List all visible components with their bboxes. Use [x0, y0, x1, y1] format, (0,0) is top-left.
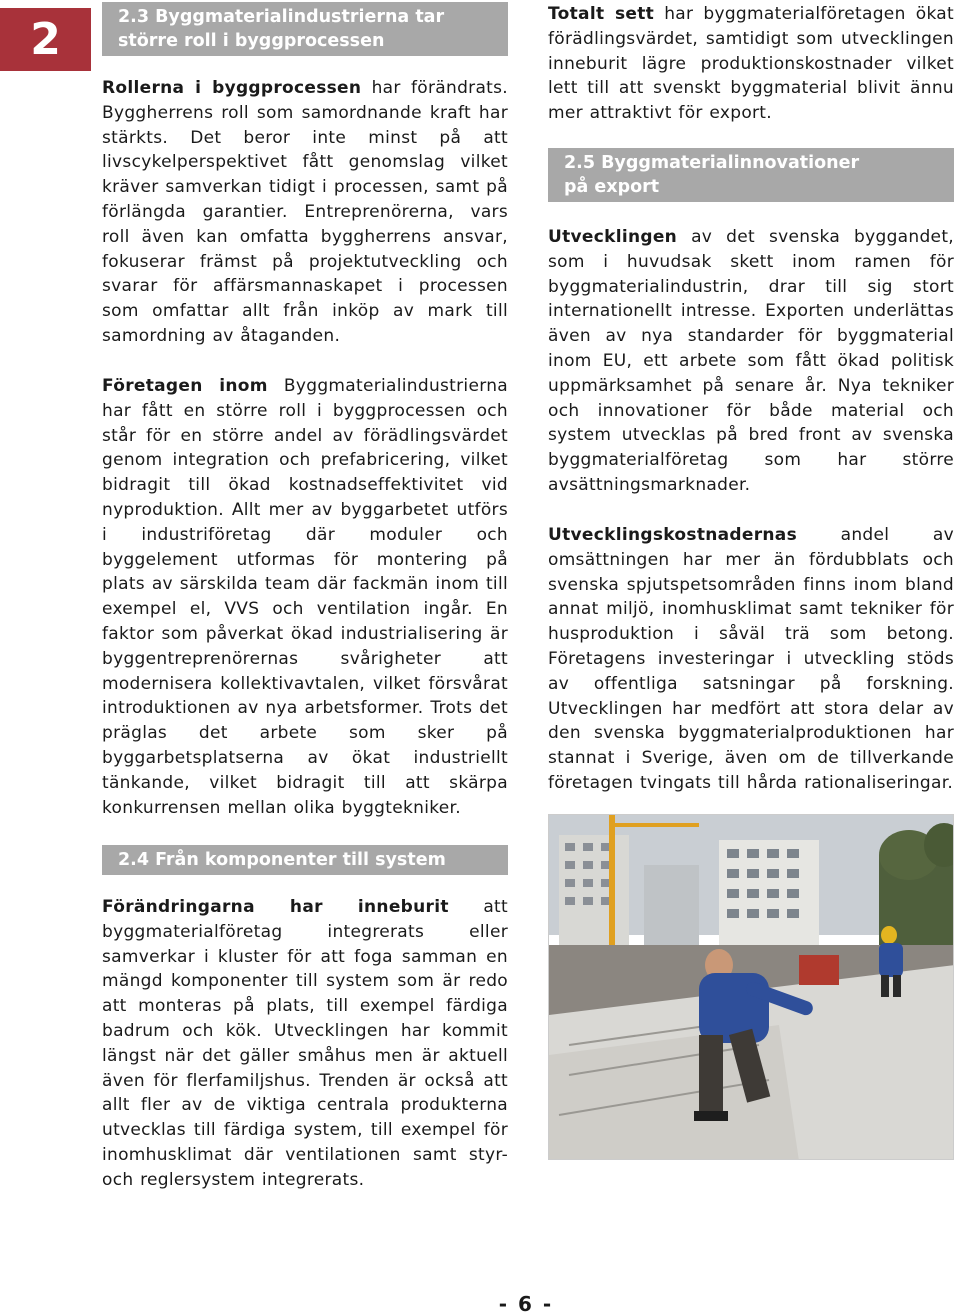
chapter-number-tab: 2	[0, 8, 91, 71]
section-heading-2-3-line2: större roll i byggprocessen	[118, 31, 385, 51]
paragraph-utvecklingskostnadernas	[548, 523, 954, 796]
paragraph-body: har förändrats. Byggherrens roll som samordnande kraft har stärkts. Det beror inte minst på att livscykelperspektivet fått genomslag vilket kräver samverkan tidigt i processen, samt på förlängda garantier. Entreprenörerna, vars roll även kan omfatta byggherrens ansvar, fokuserar främst på projektutveckling och svarar för affärsmannaskapet i processen som omfattar allt från inköp av mark till samordning av åtaganden.	[102, 78, 508, 346]
paragraph-lead: Förändringarna har inneburit	[102, 897, 449, 917]
paragraph-totalt-sett	[548, 2, 954, 126]
paragraph-lead: Rollerna i byggprocessen	[102, 78, 362, 98]
paragraph-body: andel av omsättningen har mer än fördubblats och svenska spjutspetsområden finns inom bland annat miljö, inomhusklimat samt tekniker för husproduktion i såväl trä som betong. Företagens investeringar i utveckling stöds av offentliga satsningar på forskning. Utvecklingen har medfört att stora delar av den svenska byggmaterialproduktionen har stannat i Sverige, även om de tillverkande företagen tvingats till hårda rationaliseringar.	[548, 525, 954, 793]
paragraph-foretagen	[102, 374, 508, 820]
section-heading-2-4-text: 2.4 Från komponenter till system	[118, 850, 446, 870]
paragraph-lead: Utvecklingskostnadernas	[548, 525, 797, 545]
section-heading-2-5-line1: 2.5 Byggmaterialinnovationer	[564, 153, 860, 173]
paragraph-body: Byggmaterialindustrierna har fått en större roll i byggprocessen och står för en större andel av förädlingsvärdet genom integration och prefabricering, vilket bidragit till ökad kostnadseffektivitet vid nyproduktion. Allt mer av byggarbetet utförs i industriföretag där moduler och byggelement utformas för montering på plats av särskilda team där fackmän inom till exempel el, VVS och ventilation ingår. En faktor som påverkat ökad industrialisering är byggentreprenörernas svårigheter att modernisera kollektivavtalen, vilket försvårat introduktionen av nya arbetsformer. Trots det präglas det arbete som sker på byggarbetsplatserna av ökat industriellt tänkande, vilket bidragit till att skärpa konkurrensen mellan olika byggtekniker.	[102, 376, 508, 818]
paragraph-rollerna	[102, 76, 508, 349]
construction-site-illustration	[549, 815, 954, 1160]
section-heading-2-3-line1: 2.3 Byggmaterialindustrierna tar	[118, 7, 445, 27]
paragraph-forandringarna	[102, 895, 508, 1193]
paragraph-lead: Företagen inom	[102, 376, 268, 396]
paragraph-lead: Totalt sett	[548, 4, 655, 24]
paragraph-lead: Utvecklingen	[548, 227, 678, 247]
construction-site-photo	[548, 814, 954, 1160]
section-heading-2-4	[102, 845, 508, 875]
section-heading-2-3	[102, 2, 508, 56]
paragraph-body: har byggmaterialföretagen ökat förädlingsvärdet, samtidigt som utvecklingen inneburit lägre produktionskostnader vilket lett till att svenskt byggmaterial blivit ännu mer attraktivt för export.	[548, 4, 954, 124]
paragraph-body: av det svenska byggandet, som i huvudsak skett inom ramen för byggmaterialindustrin, drar till sig stort internationellt intresse. Exporten underlättas även av nya standarder för byggmaterial inom EU, ett arbete som fått ökad politisk uppmärksamhet på senare år. Nya tekniker och innovationer för både material och system utvecklas på bred front av svenska byggmaterialföretag som har större avsättningsmarknader.	[548, 227, 954, 495]
paragraph-body: att byggmaterialföretag integrerats eller samverkar i kluster för att foga samman en mängd komponenter till system som är redo att monteras på plats, till exempel färdiga badrum och kök. Utvecklingen har kommit längst när det gäller småhus men är aktuell även för flerfamiljshus. Trenden är också att allt fler av de viktiga centrala produkterna utvecklas till färdiga system, till exempel för inomhusklimat där ventilationen samt styr- och reglersystem integrerats.	[102, 897, 508, 1190]
section-heading-2-5-line2: på export	[564, 177, 660, 197]
paragraph-utvecklingen	[548, 225, 954, 498]
section-heading-2-5	[548, 148, 954, 202]
page-number: - 6 -	[498, 1292, 554, 1316]
